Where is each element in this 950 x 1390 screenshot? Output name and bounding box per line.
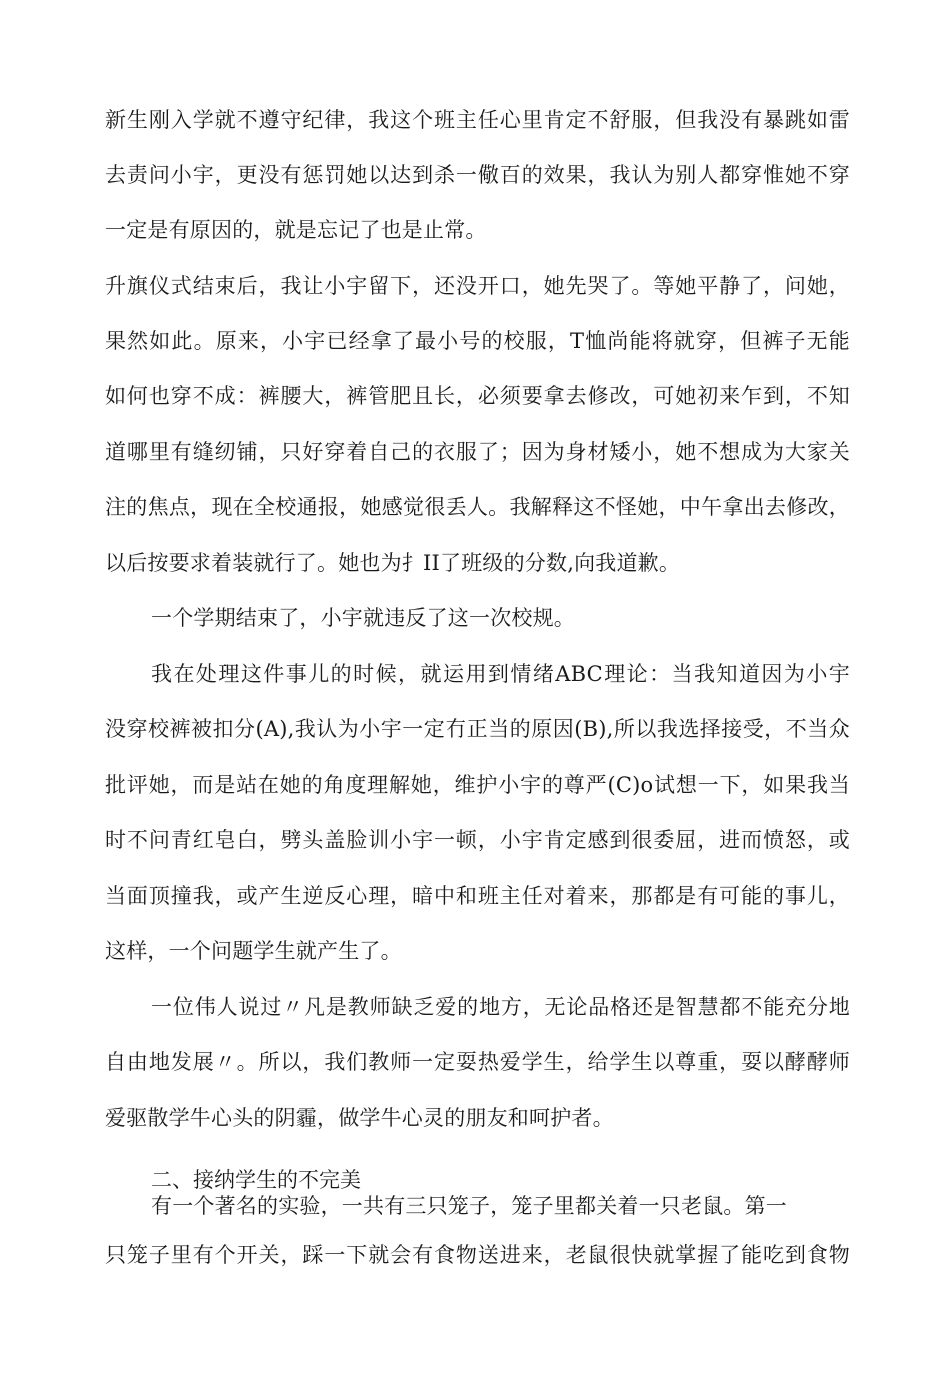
paragraph-line: 当面顶撞我，或产生逆反心理，暗中和班主任对着来，那都是有可能的事儿， (105, 884, 850, 908)
paragraph-line: 一定是有原因的，就是忘记了也是止常。 (105, 218, 487, 242)
paragraph-line: 道哪里有缝纫铺，只好穿着自己的衣服了；因为身材矮小，她不想成为大家关 (105, 440, 850, 464)
paragraph-line: 升旗仪式结束后，我让小宇留下，还没开口，她先哭了。等她平静了，问她， (105, 274, 850, 298)
paragraph-line: 果然如此。原来，小宇已经拿了最小号的校服，T恤尚能将就穿，但裤子无能 (105, 329, 850, 353)
paragraph-line: 以后按要求着装就行了。她也为扌II了班级的分数,向我道歉。 (105, 551, 681, 575)
paragraph-line: 一位伟人说过〃凡是教师缺乏爱的地方，无论品格还是智慧都不能充分地 (151, 995, 850, 1019)
paragraph-line: 没穿校裤被扣分(A),我认为小宇一定冇正当的原因(B),所以我选择接受，不当众 (105, 717, 850, 741)
paragraph-line: 我在处理这件事儿的时候，就运用到情绪ABC理论：当我知道因为小宇 (151, 662, 850, 686)
paragraph-line: 时不问青红皂白，劈头盖脸训小宇一顿，小宇肯定感到很委屈，进而愤怒，或 (105, 828, 850, 852)
paragraph-line: 有一个著名的实验，一共有三只笼子，笼子里都关着一只老鼠。第一 (151, 1194, 787, 1218)
paragraph-line: 只笼子里有个开关，踩一下就会有食物送进来，老鼠很快就掌握了能吃到食物 (105, 1243, 850, 1267)
paragraph-line: 注的焦点，现在全校通报，她感觉很丢人。我解释这不怪她，中午拿出去修改， (105, 495, 850, 519)
section-heading: 二、接纳学生的不完美 (151, 1168, 361, 1192)
paragraph-line: 爱驱散学牛心头的阴霾，做学牛心灵的朋友和呵护者。 (105, 1106, 614, 1130)
paragraph-line: 自由地发展〃。所以，我们教师一定耍热爱学生，给学生以尊重，耍以酵酵师 (105, 1050, 850, 1074)
paragraph-line: 新生刚入学就不遵守纪律，我这个班主任心里肯定不舒服，但我没有暴跳如雷 (105, 108, 850, 132)
paragraph-line: 一个学期结束了，小宇就违反了这一次校规。 (151, 606, 575, 630)
paragraph-line: 去责问小宇，更没有惩罚她以达到杀一儆百的效果，我认为别人都穿惟她不穿 (105, 163, 850, 187)
paragraph-line: 这样，一个问题学生就产生了。 (105, 939, 402, 963)
paragraph-line: 如何也穿不成：裤腰大，裤管肥且长，必须要拿去修改，可她初来乍到，不知 (105, 384, 850, 408)
paragraph-line: 批评她，而是站在她的角度理解她，维护小宇的尊严(C)o试想一下，如果我当 (105, 773, 850, 797)
